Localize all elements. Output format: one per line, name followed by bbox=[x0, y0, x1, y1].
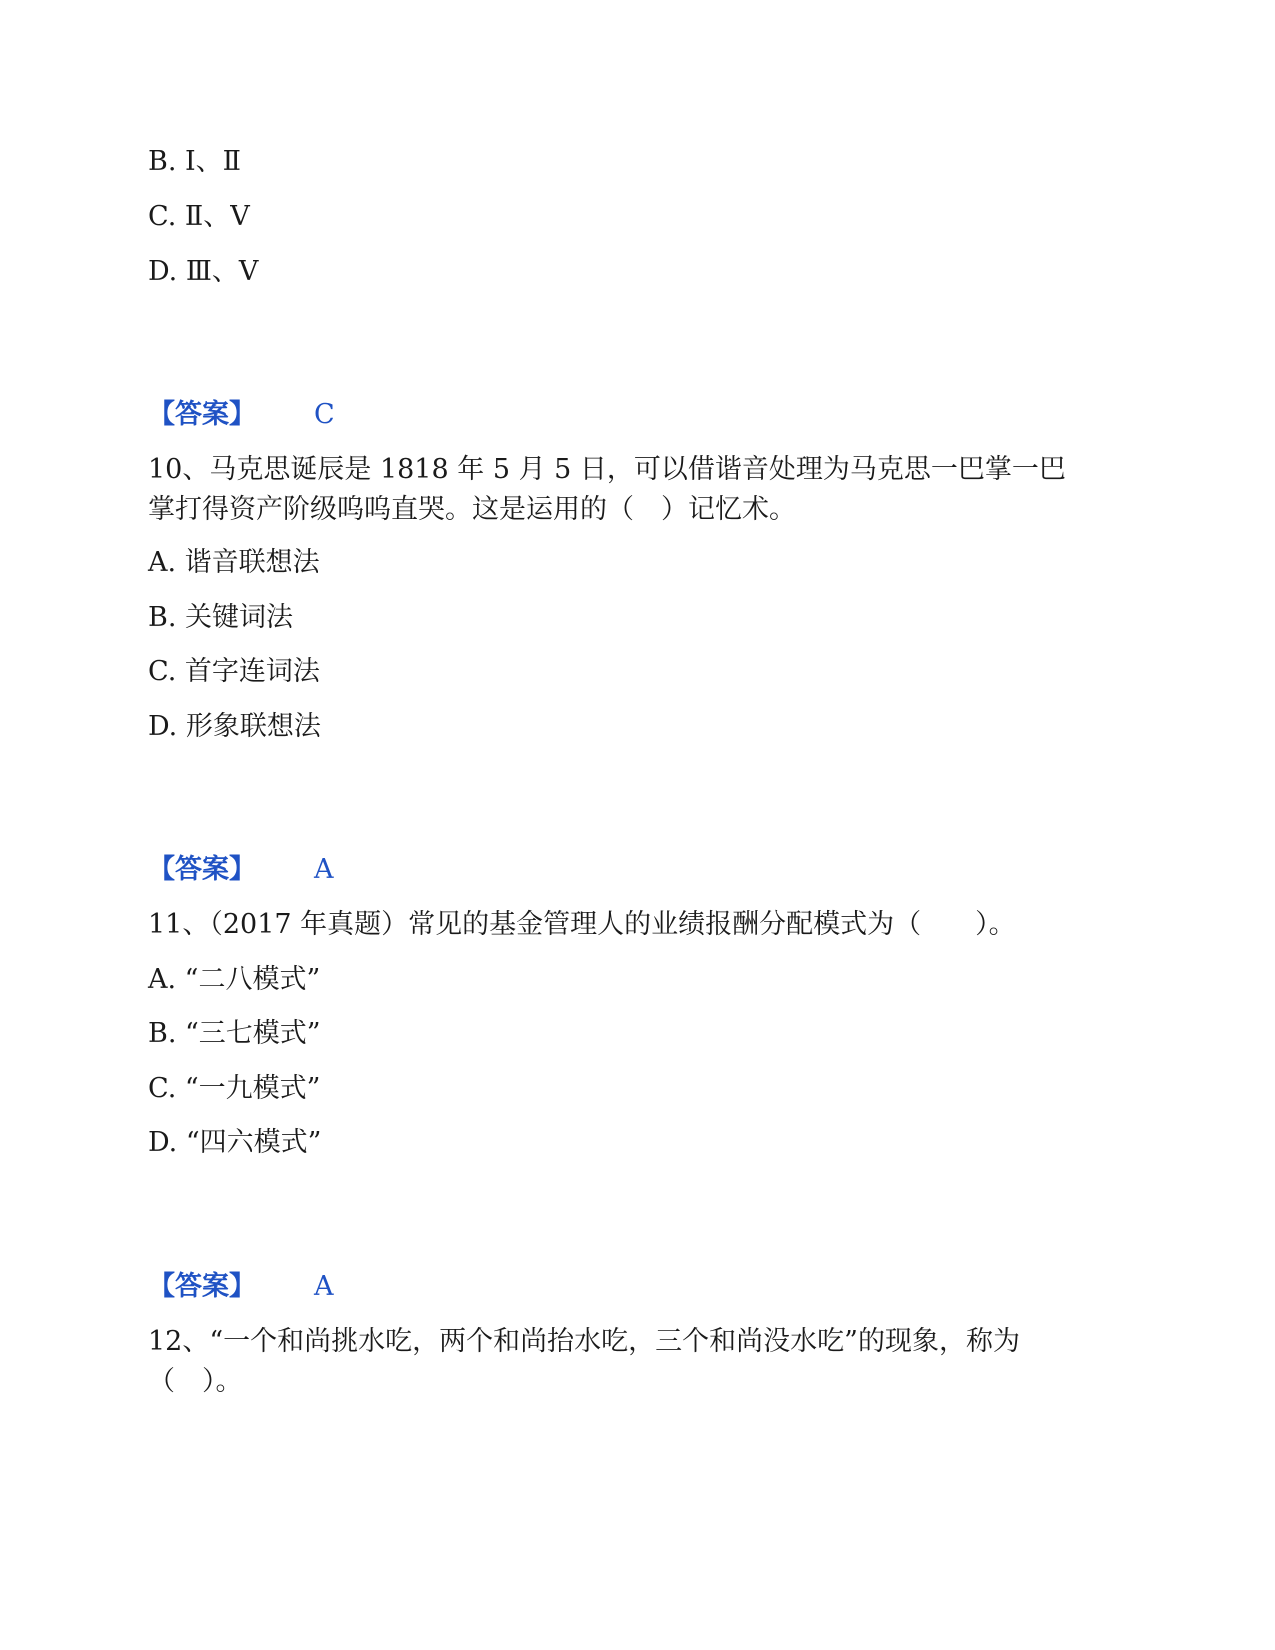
answer-value: C bbox=[314, 399, 335, 430]
q11-option-c: C. “一九模式” bbox=[148, 1073, 321, 1104]
q10-stem: 10、马克思诞辰是 1818 年 5 月 5 日，可以借谐音处理为马克思一巴掌一巴掌打得资产阶级呜呜直哭。这是运用的（ ）记忆术。 bbox=[148, 454, 1066, 525]
q11-option-b: B. “三七模式” bbox=[148, 1018, 321, 1049]
q10-option-a: A. 谐音联想法 bbox=[148, 547, 320, 578]
answer-label: 【答案】 bbox=[148, 1271, 256, 1302]
q10-answer bbox=[148, 852, 334, 888]
q9-answer bbox=[148, 397, 335, 433]
q12-stem: 12、“一个和尚挑水吃，两个和尚抬水吃，三个和尚没水吃”的现象，称为（ ）。 bbox=[148, 1326, 1020, 1397]
q9-option-d: D. Ⅲ、Ⅴ bbox=[148, 256, 259, 287]
q11-stem: 11、（2017 年真题）常见的基金管理人的业绩报酬分配模式为（ ）。 bbox=[148, 909, 1016, 940]
answer-value: A bbox=[314, 854, 334, 885]
q11-answer bbox=[148, 1269, 334, 1305]
q9-option-b: B. Ⅰ、Ⅱ bbox=[148, 146, 242, 177]
answer-label: 【答案】 bbox=[148, 399, 256, 430]
q10-option-c: C. 首字连词法 bbox=[148, 656, 320, 687]
q10-option-d: D. 形象联想法 bbox=[148, 711, 321, 742]
answer-value: A bbox=[314, 1271, 334, 1302]
answer-label: 【答案】 bbox=[148, 854, 256, 885]
q10-option-b: B. 关键词法 bbox=[148, 602, 294, 633]
q9-option-c: C. Ⅱ、Ⅴ bbox=[148, 201, 250, 232]
q11-option-a: A. “二八模式” bbox=[148, 964, 321, 995]
q11-option-d: D. “四六模式” bbox=[148, 1127, 322, 1158]
